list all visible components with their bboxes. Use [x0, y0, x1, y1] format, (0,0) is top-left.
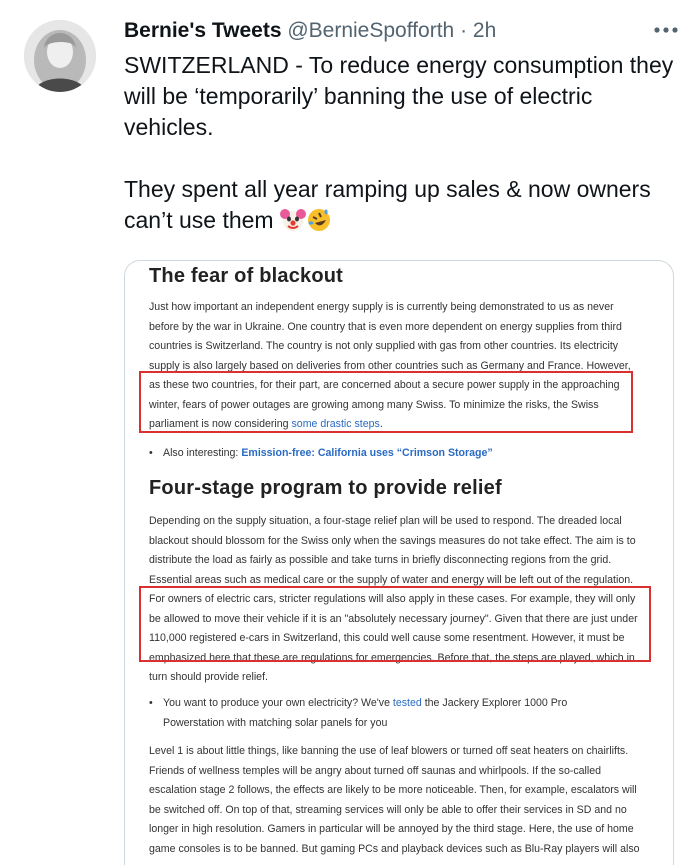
bullet-prefix: You want to produce your own electricity? We've — [163, 697, 393, 709]
more-options-button[interactable] — [648, 14, 684, 46]
article-line-text: parliament is now considering — [149, 418, 292, 430]
tweet-media-image[interactable] — [124, 260, 674, 865]
bullet-line — [163, 694, 633, 714]
bullet-line: Powerstation with matching solar panels for you — [163, 716, 388, 729]
article-line: game consoles is to be banned. But gaming PCs and playback devices such as Blu-Ray players will also — [149, 842, 640, 855]
drastic-steps-link[interactable]: some drastic steps — [291, 418, 380, 430]
article-line: 110,000 registered e-cars in Switzerland, this could well cause some resentment. However, it must be — [149, 632, 625, 644]
article-line — [149, 415, 649, 435]
tweet-paragraph-2-text: They spent all year ramping up sales & now owners can’t use them — [124, 176, 651, 233]
article-heading-1: The fear of blackout — [149, 265, 344, 287]
article-paragraph-2 — [149, 512, 649, 688]
article-line: longer in high resolution. Gamers in particular will be annoyed by the third stage. Here, the use of home — [149, 823, 634, 835]
article-paragraph-3 — [149, 742, 649, 859]
bullet-prefix: Also interesting: — [163, 447, 242, 459]
bullet-dot: • — [149, 447, 153, 459]
tweet-timestamp[interactable]: 2h — [472, 19, 497, 42]
article-line: countries is Switzerland. The country is not only supplied with gas from other countries. Its electricity — [149, 340, 619, 352]
header-separator: · — [460, 19, 468, 42]
bullet-dot: • — [149, 697, 153, 709]
article-line: Friends of wellness temples will be angry about turned off saunas and whirlpools. If the so-called — [149, 764, 602, 777]
author-handle[interactable]: @BernieSpofforth — [287, 19, 455, 42]
more-horizontal-icon — [653, 26, 679, 34]
article-line-end: . — [379, 418, 383, 430]
article-line: distribute the load as fairly as possible and take turns in briefly disconnecting regions from the grid. — [149, 554, 612, 566]
article-paragraph-1 — [149, 298, 649, 435]
article-line: winter, fears of power outages are growing among many Swiss. To minimize the risks, the Swiss — [149, 398, 599, 411]
bullet-jackery — [149, 694, 633, 733]
article-line: turn should provide relief. — [149, 671, 268, 683]
avatar[interactable] — [24, 20, 96, 92]
rolling-on-floor-laughing-emoji — [306, 207, 332, 241]
author-name[interactable]: Bernie's Tweets — [124, 19, 282, 42]
clown-face-emoji — [280, 207, 306, 241]
article-line: emphasized here that these are regulations for emergencies. Before that, the steps are played, which in — [149, 651, 635, 664]
article-line: Essential areas such as medical care or the supply of water and energy will be left out of the regulation. — [149, 573, 634, 586]
bullet-suffix: the Jackery Explorer 1000 Pro — [421, 697, 568, 709]
article-line: as these two countries, for their part, are concerned about a secure power supply in the approaching — [149, 379, 620, 391]
tweet-paragraph-1: SWITZERLAND - To reduce energy consumption they will be ‘temporarily’ banning the use of electric vehicles. — [124, 52, 674, 140]
bullet-line — [163, 444, 633, 464]
article-line: be switched off. On top of that, streaming services will only be able to offer their services in SD and no — [149, 803, 627, 816]
article-line: Depending on the supply situation, a four-stage relief plan will be used to respond. The dreaded local — [149, 515, 622, 527]
article-line: Level 1 is about little things, like banning the use of leaf blowers or turned off seat heaters on chairlifts. — [149, 745, 629, 757]
article-heading-2: Four-stage program to provide relief — [149, 477, 502, 499]
article-line: be allowed to move their vehicle if it is an "absolutely necessary journey". Given that there are just under — [149, 612, 638, 625]
article-line: Just how important an independent energy supply is is currently being demonstrated to us as never — [149, 301, 614, 313]
article-line: before by the war in Ukraine. One country that is even more dependent on energy supplies from third — [149, 320, 622, 333]
tweet-text — [124, 50, 684, 241]
tweet-header — [124, 16, 680, 46]
article-line: supply is also largely based on deliveries from other countries such as Germany and France. However, — [149, 359, 631, 372]
avatar-image — [24, 20, 96, 92]
article-line: blackout should blossom for the Swiss only when the savings measures do not take effect. The aim is to — [149, 534, 636, 547]
article-line: For owners of electric cars, stricter regulations will also apply in these cases. For example, they will only — [149, 593, 636, 605]
article-line: escalation stage 2 follows, the effects are likely to be more noticeable. Then, for example, escalators will — [149, 784, 637, 796]
crimson-storage-link[interactable]: Emission-free: California uses “Crimson Storage” — [241, 447, 493, 459]
tweet-paragraph-2 — [124, 174, 684, 241]
tested-link[interactable]: tested — [392, 697, 422, 709]
bullet-also-interesting — [149, 444, 633, 464]
